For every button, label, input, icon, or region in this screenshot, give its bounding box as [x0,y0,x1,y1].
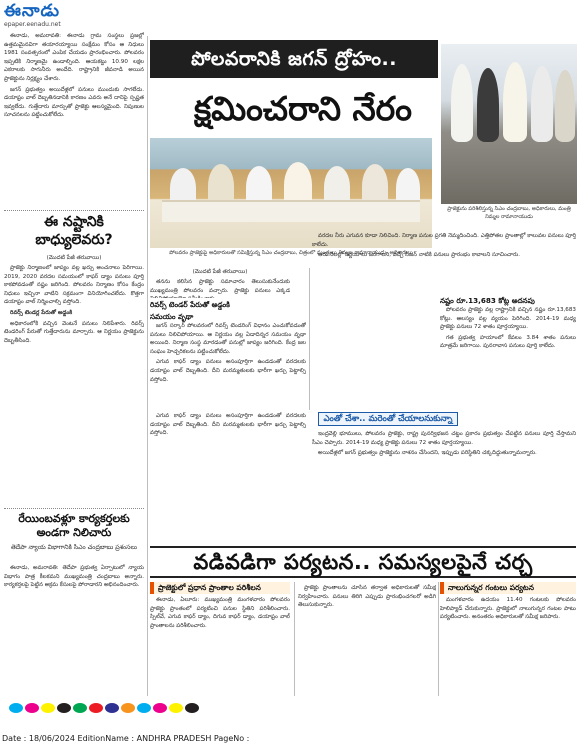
left-byline-legal: తెదేపా న్యాయ విభాగానికి సీఎం చంద్రబాబు ప్రశంసలు [10,544,138,551]
newspaper-logo: ఈనాడు [4,1,61,21]
person-figure [503,62,527,142]
left-divider-2 [4,508,144,509]
right-column-body [440,306,576,410]
left-column-bottom [4,564,144,696]
color-swatch [89,703,103,713]
right-para-4: గత ప్రభుత్వ హయాంలో కేవలం 3.84 శాతం పనులు మాత్రమే జరిగాయి. పునరావాస పనులు పూర్తి కాలేదు. [440,334,576,350]
masthead [4,2,124,32]
column-rule-bottom-1 [294,582,295,696]
person-figure [477,68,499,142]
color-swatch [137,703,151,713]
person-figure [451,64,473,142]
left-para-3: ప్రాజెక్టు నిర్మాణంలో జాప్యం వల్ల ఖర్చు అంచనాలు పెరిగాయి. 2019, 2020 వరదల సమయంలో కాఫర్ డ్యాం పనులు పూర్తి కాకపోవడంతో నష్టం జరిగింది. పోలవరం నిర్మాణం కోసం కేంద్రం నిధులు ఇచ్చినా వాటిని సక్రమంగా వినియోగించలేదు. కొత్తగా డయాఫ్రం వాల్ నిర్మించాల్సి వస్తోంది. [4,265,144,306]
meeting-caption: పోలవరం ప్రాజెక్టుపై అధికారులతో సమీక్షిస్తున్న సీఎం చంద్రబాబు, చిత్రంలో మంత్రులు నిమ్మల రామానాయుడు, అధికారులు [169,250,413,256]
left-para-2: జగన్ ప్రభుత్వం అయిదేళ్లలో పనులు ముందుకు సాగలేదు. డయాఫ్రం వాల్ దెబ్బతినడానికి కారణం ఎవరు అనే దానిపై స్పష్టత ఇవ్వలేదు. గుత్తేదారు మార్పుతో ప్రాజెక్టు ఆలస్యమైంది. నిపుణుల సూచనలను పట్టించుకోలేదు. [4,86,144,119]
person-figure [555,70,575,142]
person-figure [531,66,553,142]
site-caption: ప్రాజెక్టును పరిశీలిస్తున్న సీఎం చంద్రబాబు, అధికారులు, మంత్రి నిమ్మల రామానాయుడు [447,206,571,220]
headline-banner: పోలవరానికి జగన్ ద్రోహం.. [150,40,438,78]
main-headline: క్షమించరాని నేరం [194,89,412,128]
right-para-3: పోలవరం ప్రాజెక్టు వల్ల రాష్ట్రానికి వచ్చిన నష్టం రూ.13,683 కోట్లు. ఆలస్యం వల్ల వ్యయం పెరిగింది. 2014-19 మధ్య ప్రాజెక్టు పనులు 72 శాతం పూర్తయ్యాయి. [440,307,576,331]
left-para-5: ఈనాడు, అమరావతి: తెదేపా ప్రభుత్వ ఏర్పాటులో న్యాయ విభాగం పాత్ర కీలకమని ముఖ్యమంత్రి చంద్రబాబు అన్నారు. కార్యకర్తలపై పెట్టిన అక్రమ కేసులపై పోరాడారని అభినందించారు. [4,565,144,589]
color-swatch [25,703,39,713]
bottom-para-left: ఈనాడు, ఏలూరు: ముఖ్యమంత్రి మంగళవారం పోలవరం ప్రాజెక్టు ప్రాంతంలో పర్యటించి పనుల స్థితిని పరిశీలించారు. స్పిల్‌వే, ఎగువ కాఫర్ డ్యాం, దిగువ కాఫర్ డ్యాం, డయాఫ్రం వాల్ ప్రాంతాలను పరిశీలించారు. [150,597,290,629]
right-column-top [312,232,576,294]
left-byline: (మొదటి పేజీ తరువాయి) [46,255,102,261]
print-registration-bar [8,700,576,716]
bottom-column-right [440,596,576,696]
bottom-headline: వడివడిగా పర్యటన.. సమస్యలపైనే చర్చ [150,546,576,578]
middle-subhead-reverse: రివర్స్ టెండర్ పేరుతో అడ్డంకి [150,300,230,309]
color-swatch [41,703,55,713]
highlight-box-title: ఎంతో చేశా.. మరెంతో చేయాలనుకున్నా [318,412,458,426]
column-rule-bottom-2 [438,582,439,696]
edition-footer: Date : 18/06/2024 EditionName : ANDHRA PRADESH PageNo : [2,734,250,743]
tag-tour-duration: నాలుగున్నర గంటలు పర్యటన [440,582,576,594]
color-swatch [153,703,167,713]
left-divider-1 [4,210,144,211]
bottom-para-mid: ప్రాజెక్టు ప్రాంతాలను చూసిన తర్వాత అధికారులతో సమీక్ష నిర్వహించారు. పనులు తిరిగి ఎప్పుడు ప్రారంభించగలరో అడిగి తెలుసుకున్నారు. [298,585,436,609]
middle-para-3: ఎగువ కాఫర్ డ్యాం పనులు అసంపూర్తిగా ఉండడంతో వరదలకు డయాఫ్రం వాల్ దెబ్బతింది. దీని మరమ్మతులకు భారీగా ఖర్చు పెట్టాల్సి వస్తోంది. [150,359,306,383]
lower-mid-column [312,430,576,540]
middle-byline: (మొదటి పేజీ తరువాయి) [192,269,248,275]
site-visit-photo [441,44,577,204]
left-column-mid [4,264,144,504]
middle-subhead-wasted: సమయం వృథా [150,312,194,321]
middle-para-1: తనను కలిసిన ప్రాజెక్టు సమాచారం తెలుసుకునేందుకు ముఖ్యమంత్రి పోలవరం వచ్చారు. ప్రాజెక్టు పనులు ఎక్కడ [150,279,290,294]
color-swatch [185,703,199,713]
meeting-table [162,200,420,222]
lower-left-continuation [150,412,306,540]
left-column-top [4,32,144,208]
left-subhead-loss: ఈ నష్టానికి బాధ్యులెవరు? [35,214,113,248]
lower-mid-para-2: అయిదేళ్లలో జగన్ ప్రభుత్వం ప్రాజెక్టును నాశనం చేసిందని, ఇప్పుడు పరిస్థితిని చక్కదిద్దుతున్నామన్నారు. [318,450,537,457]
color-swatch [9,703,23,713]
right-para-1: వరదల నీరు ఎగువన కూడా నిలిచింది. నిర్మాణ పనుల ప్రగతి నెమ్మదించింది. ఎత్తిపోతల ప్రాంతాల్లో కాలువల పనులు పూర్తి కాలేదు. [312,233,576,248]
color-swatch [57,703,71,713]
left-para-1: ఈనాడు, అమరావతి: ఈనాడు గ్రామ సంస్థలు ప్రజల్లో ఉత్తమమైనవిగా తయారయ్యాయి సంక్షేమం కోసం ఆ నిధులు 1981 సంవత్సరంలో ఎంపిక చేయడం ప్రారంభించారు. పోలవరం ఇప్పటికి నిర్మాణమై ఉండాల్సింది. ఆయకట్టు 10.90 లక్షల ఎకరాలకు సాగునీరు అందేది. రాష్ట్రానికి జీవనాడి అయిన ప్రాజెక్టును నిర్లక్ష్యం చేశారు. [4,33,144,82]
lower-left-para: ఎగువ కాఫర్ డ్యాం పనులు అసంపూర్తిగా ఉండడంతో వరదలకు డయాఫ్రం వాల్ దెబ్బతింది. దీని మరమ్మతులకు భారీగా ఖర్చు పెట్టాల్సి వస్తోంది. [150,413,306,437]
tag-major-areas: ప్రాజెక్టులో ప్రధాన ప్రాంతాల పరిశీలన [150,582,290,594]
color-swatch [169,703,183,713]
middle-para-2: జగన్ సర్కార్ పోలవరంలో రివర్స్ టెండరింగ్ విధానం ఎంచుకోవడంతో పనులు నిలిచిపోయాయి. ఆ నిర్ణయం వల్ల ఏడాదిన్నర సమయం వృథా అయింది. నిర్మాణ సంస్థ మారడంతో పనుల్లో జాప్యం జరిగింది. కేంద్ర జల సంఘం హెచ్చరికలను పట్టించుకోలేదు. [150,323,306,355]
lower-mid-para-1: ఇంద్రవెల్లి భూములు, పోలవరం ప్రాజెక్టు, రాష్ట్ర పునర్విభజన చట్టం ప్రకారం ప్రభుత్వం చేపట్టిన పనులు పూర్తి చేస్తామని సీఎం చెప్పారు. 2014-19 మధ్య ప్రాజెక్టు పనులు 72 శాతం పూర్తయ్యాయి. [312,431,576,446]
column-rule-left [147,36,148,696]
middle-column-top [150,278,290,298]
bottom-para-right: మంగళవారం ఉదయం 11.40 గంటలకు పోలవరం హెలిప్యాడ్ చేరుకున్నారు. ప్రాజెక్టులో నాలుగున్నర గంటల పాటు పర్యటించారు. అనంతరం అధికారులతో సమీక్ష జరిపారు. [440,597,576,621]
bottom-column-mid [298,584,436,696]
right-para-2: ఆరు నెలల్లో నిర్ణయాలు జరగాలని, వచ్చే సీజన్ నాటికి పనులు ప్రారంభం కావాలని సూచించారు. [318,252,521,259]
left-para-4: అధికారంలోకి వచ్చిన వెంటనే పనులు నిలిపేశారు. రివర్స్ టెండరింగ్ పేరుతో గుత్తేదారును మార్చారు. ఆ నిర్ణయం ప్రాజెక్టును దెబ్బతీసింది. [4,320,144,344]
right-subhead-loss-amount: నష్టం రూ.13,683 కోట్ల అదనపు [440,296,535,305]
color-swatch [121,703,135,713]
bottom-column-left [150,596,290,696]
epaper-url: epaper.eenadu.net [4,21,61,28]
left-subhead-workers: రేయింబవళ్లూ కార్యకర్తలకు అండగా నిలిచారు [18,512,130,539]
middle-column-body [150,322,306,410]
color-swatch [73,703,87,713]
column-rule-mid [309,268,310,410]
left-subhead-reverse: రివర్స్ టెండర్ల పేరుతో అడ్డంకి [10,309,73,316]
color-swatch [105,703,119,713]
